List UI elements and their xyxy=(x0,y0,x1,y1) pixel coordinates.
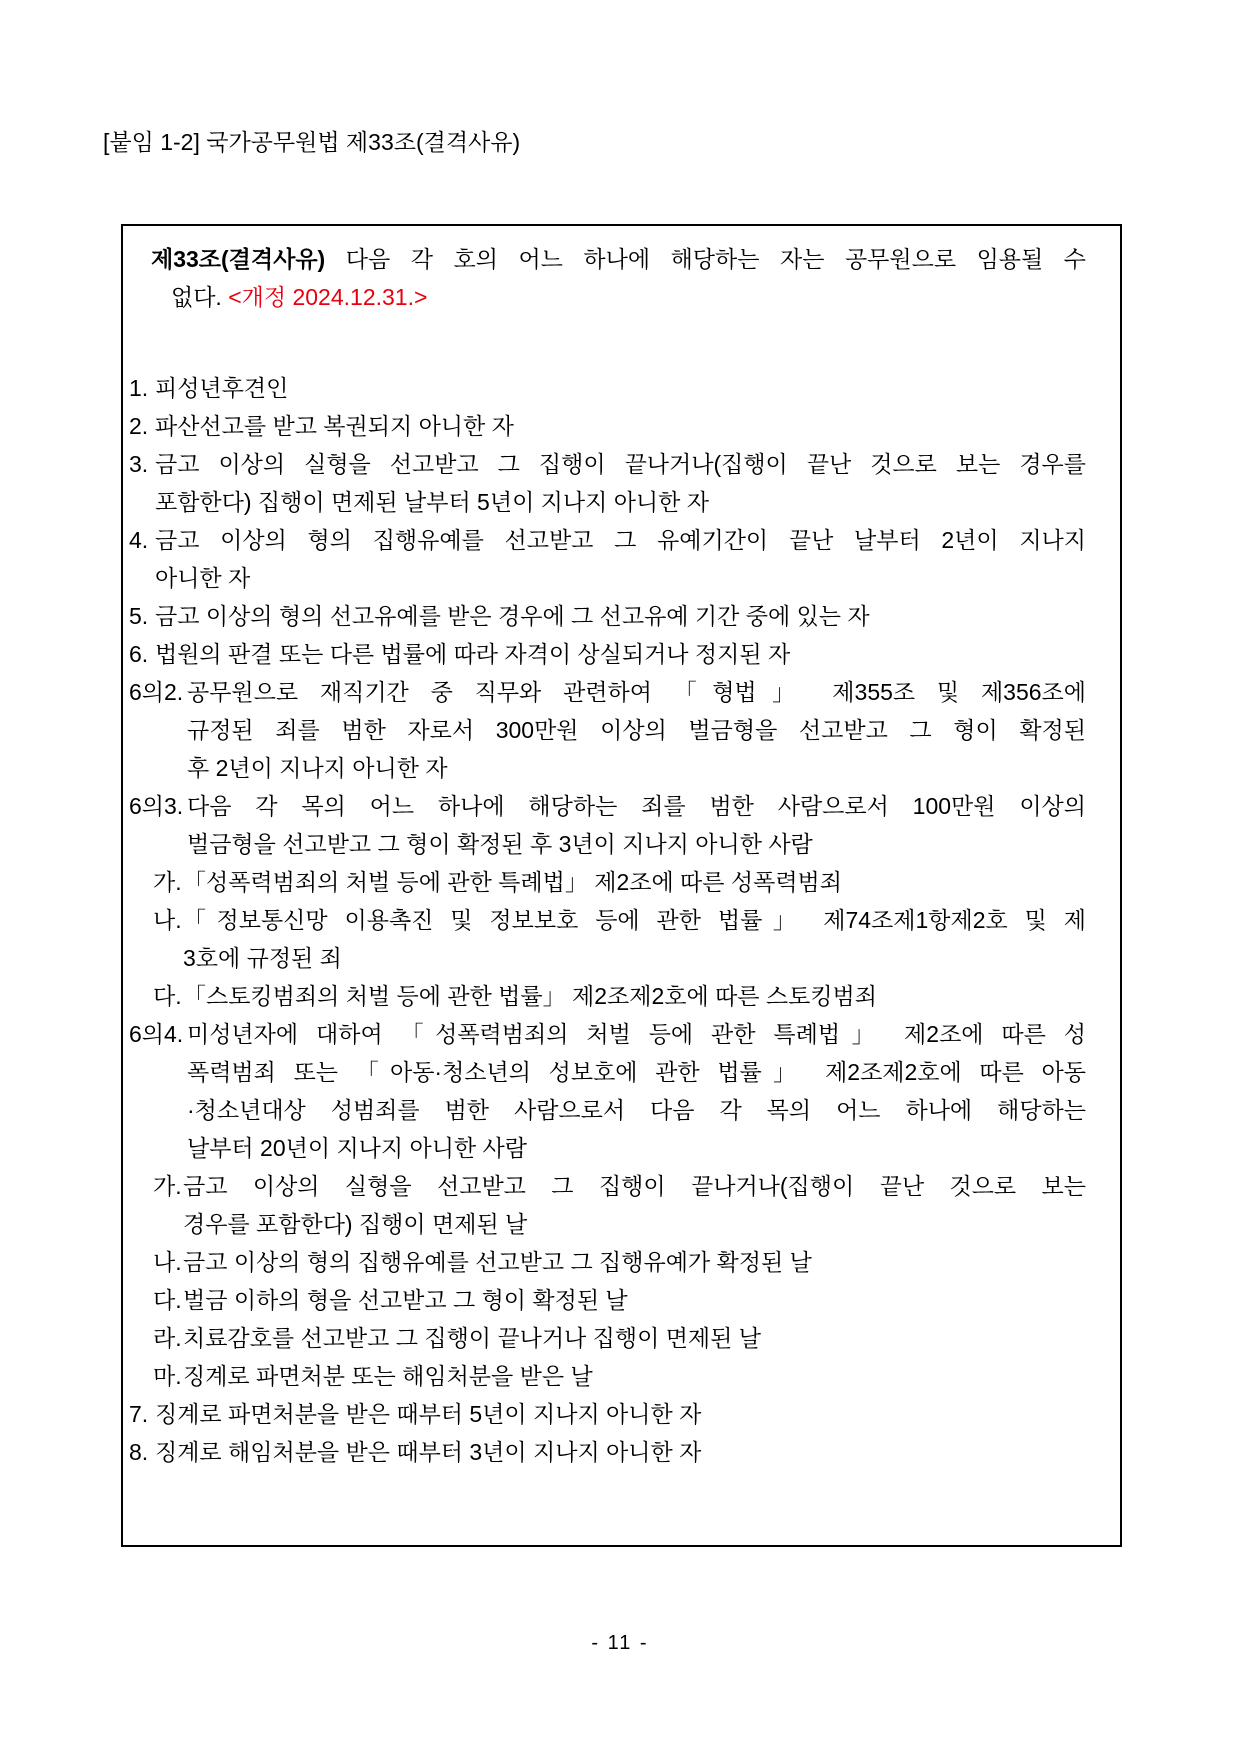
clause-text xyxy=(183,1281,1086,1319)
clause-line: 공무원으로 재직기간 중 직무와 관련하여 「형법」 제355조 및 제356조에 xyxy=(187,679,1086,705)
law-article-box xyxy=(121,224,1122,1547)
clause-marker: 4. xyxy=(129,527,149,553)
clause-text xyxy=(183,1167,1086,1243)
clause-line: 다음 각 목의 어느 하나에 해당하는 죄를 범한 사람으로서 100만원 이상의 xyxy=(187,793,1086,819)
clause-line: 폭력범죄 또는 「아동·청소년의 성보호에 관한 법률」 제2조제2호에 따른 아동 xyxy=(187,1059,1086,1085)
clause-line: 후 2년이 지나지 아니한 자 xyxy=(187,755,448,781)
clause-line: 벌금형을 선고받고 그 형이 확정된 후 3년이 지나지 아니한 사람 xyxy=(187,831,813,857)
law-list-item xyxy=(129,369,1086,407)
article-lead-text: 다음 각 호의 어느 하나에 해당하는 자는 공무원으로 임용될 수 xyxy=(325,246,1086,272)
clause-line: 날부터 20년이 지나지 아니한 사람 xyxy=(187,1135,527,1161)
law-list-item xyxy=(129,407,1086,445)
revision-note: <개정 2024.12.31.> xyxy=(228,284,428,310)
clause-line: 포함한다) 집행이 면제된 날부터 5년이 지나지 아니한 자 xyxy=(155,489,709,515)
article-lead xyxy=(129,240,1086,316)
clause-marker: 마. xyxy=(153,1363,182,1389)
law-list-item xyxy=(129,597,1086,635)
clause-text xyxy=(155,1433,1086,1471)
law-list-item xyxy=(153,1243,1086,1281)
clause-line: 금고 이상의 형의 집행유예를 선고받고 그 유예기간이 끝난 날부터 2년이 지나지 xyxy=(155,527,1086,553)
law-list-item xyxy=(153,1357,1086,1395)
article-lead-line-2 xyxy=(151,278,1086,316)
article-number-heading: 제33조(결격사유) xyxy=(151,246,326,272)
clause-line: 치료감호를 선고받고 그 집행이 끝나거나 집행이 면제된 날 xyxy=(183,1325,761,1351)
clause-text xyxy=(183,1243,1086,1281)
document-title: [붙임 1-2] 국가공무원법 제33조(결격사유) xyxy=(103,129,521,155)
law-list-item xyxy=(129,1433,1086,1471)
clause-marker: 7. xyxy=(129,1401,149,1427)
article-lead-line-1 xyxy=(151,240,1086,278)
clause-marker: 나. xyxy=(153,907,182,933)
clause-marker: 라. xyxy=(153,1325,182,1351)
clause-text xyxy=(183,977,1086,1015)
clause-text xyxy=(155,407,1086,445)
law-list-item xyxy=(153,901,1086,977)
law-list-item xyxy=(129,673,1086,787)
clause-text xyxy=(187,1015,1086,1167)
clause-marker: 3. xyxy=(129,451,149,477)
clause-line: 금고 이상의 형의 집행유예를 선고받고 그 집행유예가 확정된 날 xyxy=(183,1249,812,1275)
clause-text xyxy=(183,1357,1086,1395)
clause-line: 경우를 포함한다) 집행이 면제된 날 xyxy=(183,1211,528,1237)
clause-marker: 8. xyxy=(129,1439,149,1465)
clause-line: ·청소년대상 성범죄를 범한 사람으로서 다음 각 목의 어느 하나에 해당하는 xyxy=(187,1097,1086,1123)
clause-line: 벌금 이하의 형을 선고받고 그 형이 확정된 날 xyxy=(183,1287,628,1313)
law-list-item xyxy=(129,521,1086,597)
clause-marker: 가. xyxy=(153,869,182,895)
clause-marker: 다. xyxy=(153,983,182,1009)
clause-marker: 나. xyxy=(153,1249,182,1275)
page-number: - 11 - xyxy=(591,1632,649,1654)
clause-line: 징계로 파면처분을 받은 때부터 5년이 지나지 아니한 자 xyxy=(155,1401,702,1427)
law-list-item xyxy=(153,1281,1086,1319)
clause-line: 피성년후견인 xyxy=(155,375,289,401)
clause-text xyxy=(183,901,1086,977)
clause-text xyxy=(155,521,1086,597)
clause-text xyxy=(187,787,1086,863)
clause-line: 「스토킹범죄의 처벌 등에 관한 법률」 제2조제2호에 따른 스토킹범죄 xyxy=(183,983,877,1009)
clause-marker: 6의4. xyxy=(129,1021,184,1047)
clause-text xyxy=(183,863,1086,901)
clause-line: 금고 이상의 형의 선고유예를 받은 경우에 그 선고유예 기간 중에 있는 자 xyxy=(155,603,870,629)
law-list-item xyxy=(153,863,1086,901)
law-list-item xyxy=(129,1015,1086,1167)
clause-line: 파산선고를 받고 복권되지 아니한 자 xyxy=(155,413,514,439)
clause-marker: 6의2. xyxy=(129,679,184,705)
clause-marker: 2. xyxy=(129,413,149,439)
clause-line: 「정보통신망 이용촉진 및 정보보호 등에 관한 법률」 제74조제1항제2호 및 제 xyxy=(183,907,1086,933)
article-lead-text-continued: 없다. xyxy=(171,284,229,310)
law-list-item xyxy=(129,635,1086,673)
clause-line: 법원의 판결 또는 다른 법률에 따라 자격이 상실되거나 정지된 자 xyxy=(155,641,791,667)
clause-line: 징계로 해임처분을 받은 때부터 3년이 지나지 아니한 자 xyxy=(155,1439,702,1465)
law-list-item xyxy=(129,787,1086,863)
clause-text xyxy=(155,597,1086,635)
clause-marker: 6의3. xyxy=(129,793,184,819)
clause-text xyxy=(155,635,1086,673)
clause-marker: 가. xyxy=(153,1173,182,1199)
law-list-item xyxy=(153,1319,1086,1357)
clause-line: 금고 이상의 실형을 선고받고 그 집행이 끝나거나(집행이 끝난 것으로 보는 경우를 xyxy=(155,451,1086,477)
clause-text xyxy=(155,1395,1086,1433)
clause-text xyxy=(155,445,1086,521)
law-list-item xyxy=(129,1395,1086,1433)
clause-line: 3호에 규정된 죄 xyxy=(183,945,342,971)
law-list-item xyxy=(153,1167,1086,1243)
clause-text xyxy=(183,1319,1086,1357)
clause-text xyxy=(155,369,1086,407)
clause-text xyxy=(187,673,1086,787)
clause-line: 「성폭력범죄의 처벌 등에 관한 특례법」 제2조에 따른 성폭력범죄 xyxy=(183,869,842,895)
clause-line: 미성년자에 대하여 「성폭력범죄의 처벌 등에 관한 특례법」 제2조에 따른 성 xyxy=(187,1021,1086,1047)
clause-marker: 6. xyxy=(129,641,149,667)
article-clause-list xyxy=(129,369,1086,1471)
law-list-item xyxy=(153,977,1086,1015)
clause-line: 아니한 자 xyxy=(155,565,251,591)
clause-marker: 다. xyxy=(153,1287,182,1313)
clause-line: 규정된 죄를 범한 자로서 300만원 이상의 벌금형을 선고받고 그 형이 확정된 xyxy=(187,717,1086,743)
clause-marker: 5. xyxy=(129,603,149,629)
clause-line: 징계로 파면처분 또는 해임처분을 받은 날 xyxy=(183,1363,593,1389)
law-list-item xyxy=(129,445,1086,521)
clause-line: 금고 이상의 실형을 선고받고 그 집행이 끝나거나(집행이 끝난 것으로 보는 xyxy=(183,1173,1086,1199)
clause-marker: 1. xyxy=(129,375,149,401)
